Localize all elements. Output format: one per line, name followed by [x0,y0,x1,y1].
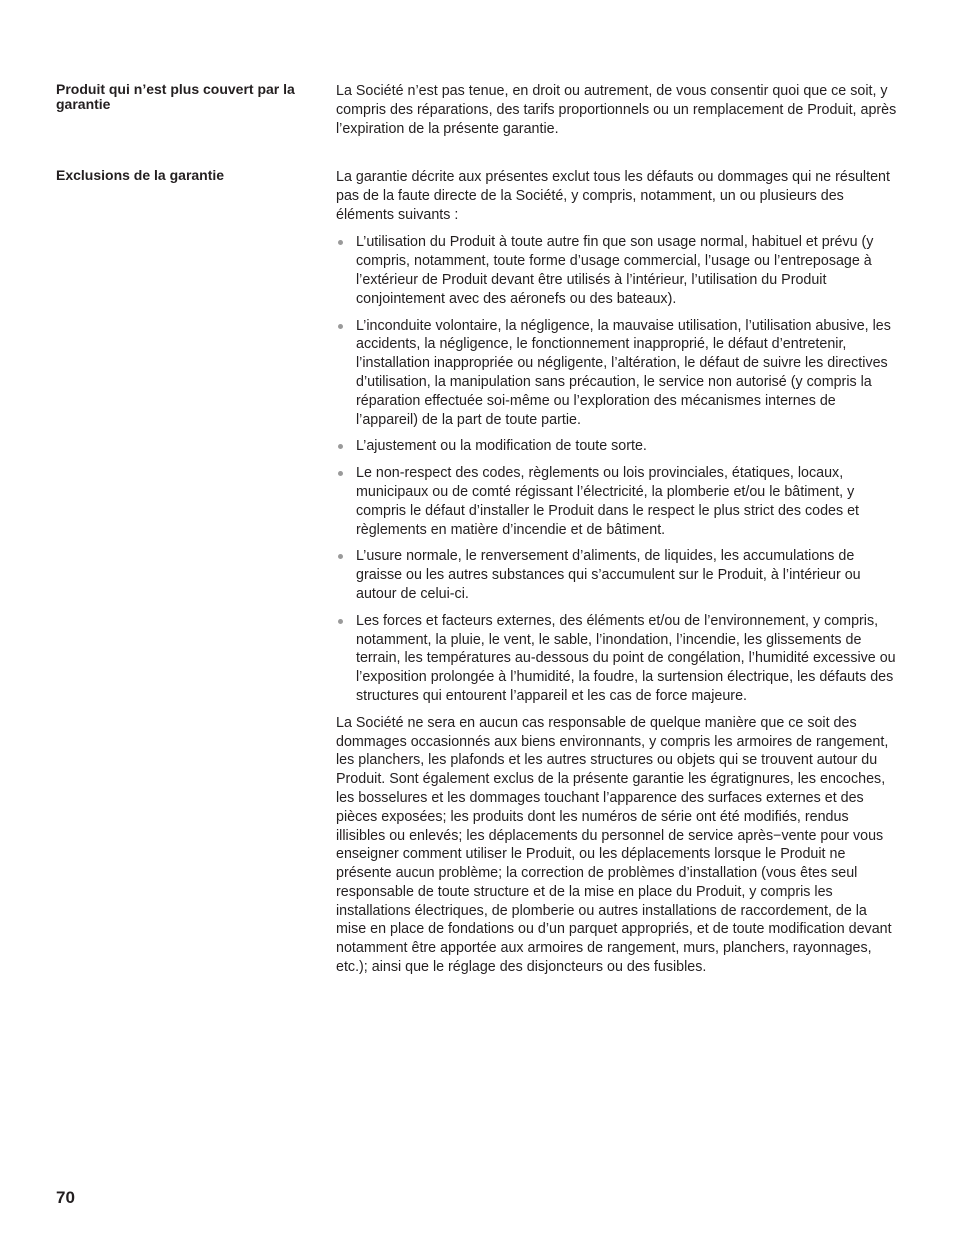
bullet-icon [338,619,343,624]
bullet-icon [338,444,343,449]
bullet-icon [338,240,343,245]
list-item-text: L’usure normale, le renversement d’aliments, de liquides, les accumulations de graisse ou les autres substances qui s’accumulent sur le Produit, à l’intérieur ou autour de celui-ci. [356,548,861,602]
list-item-text: L’inconduite volontaire, la négligence, la mauvaise utilisation, l’utilisation abusive, les accidents, la négligence, le fonctionnement inapproprié, le défaut d’entretenir, l’installation inappropriée ou négligente, l’altération, le défaut de suivre les directives d’utilisation, la manipulation sans précaution, le service non autorisé (y compris la réparation effectuée soi-même ou l’exploration des mécanismes internes de l’appareil) de la part de toute partie. [356,317,891,428]
intro-paragraph: La garantie décrite aux présentes exclut tous les défauts ou dommages qui ne résultent pas de la faute directe de la Société, y compris, notamment, un ou plusieurs des éléments suivants : [336,169,890,223]
list-item-text: L’utilisation du Produit à toute autre fin que son usage normal, habituel et prévu (y compris, notamment, toute forme d’usage commercial, l’usage ou l’entreposage à l’extérieur de Produit devant être utilisés à l’intérieur, l’utilisation du Produit conjointement avec des aéronefs ou des bateaux). [356,234,874,307]
list-item [336,233,898,308]
list-item [336,612,898,706]
section-heading: Exclusions de la garantie [56,167,225,183]
bullet-icon [338,471,343,476]
section-heading: Produit qui n’est plus couvert par la garantie [56,81,295,112]
closing-paragraph: La Société ne sera en aucun cas responsable de quelque manière que ce soit des dommages occasionnés aux biens environnants, y compris les armoires de rangement, les planchers, les plafonds et les autres structures ou objets qui se trouvent autour du Produit. Sont également exclus de la présente garantie les égratignures, les encoches, les bosselures et les dommages touchant l’apparence des surfaces externes et des pièces exposées; les produits dont les numéros de série ont été modifiés, rendus illisibles ou enlevés; les déplacements du personnel de service après−vente pour vous enseigner comment utiliser le Produit, ou les déplacements lorsque le Produit ne présente aucun problème; la correction de problèmes d’installation (vous êtes seul responsable de toute structure et de la mise en place du Produit, y compris les installations électriques, de plomberie ou autres installations de raccordement, de la mise en place de fondations ou d’un parquet appropriés, et de toute modification devant notamment être apportée aux armoires de rangement, murs, planchers, rayonnages, etc.); ainsi que le réglage des disjoncteurs ou des fusibles. [336,714,892,976]
page-number: 70 [56,1188,75,1207]
paragraph: La Société n’est pas tenue, en droit ou autrement, de vous consentir quoi que ce soit, y compris des réparations, des tarifs proportionnels ou un remplacement de Produit, après l’expiration de la présente garantie. [336,83,897,137]
list-item [336,464,898,539]
list-item [336,317,898,430]
bullet-icon [338,554,343,559]
section-body [336,168,898,977]
exclusions-list [336,233,898,705]
list-item-text: Le non-respect des codes, règlements ou lois provinciales, étatiques, locaux, municipaux ou de comté régissant l’électricité, la plomberie et/ou le bâtiment, y compris le défaut d’installer le Produit dans le respect le plus strict des codes et règlements en matière d’incendie et de bâtiment. [356,465,860,538]
list-item [336,547,898,603]
list-item-text: L’ajustement ou la modification de toute sorte. [356,438,647,455]
bullet-icon [338,324,343,329]
section-body [336,82,898,138]
list-item [336,437,898,456]
list-item-text: Les forces et facteurs externes, des éléments et/ou de l’environnement, y compris, notamment, la pluie, le vent, le sable, l’inondation, l’incendie, les glissements de terrain, les températures au-dessous du point de congélation, l’humidité excessive ou l’exposition prolongée à l’humidité, la foudre, la surtension électrique, les défauts des structures qui entourent l’appareil et les cas de force majeure. [356,612,896,704]
